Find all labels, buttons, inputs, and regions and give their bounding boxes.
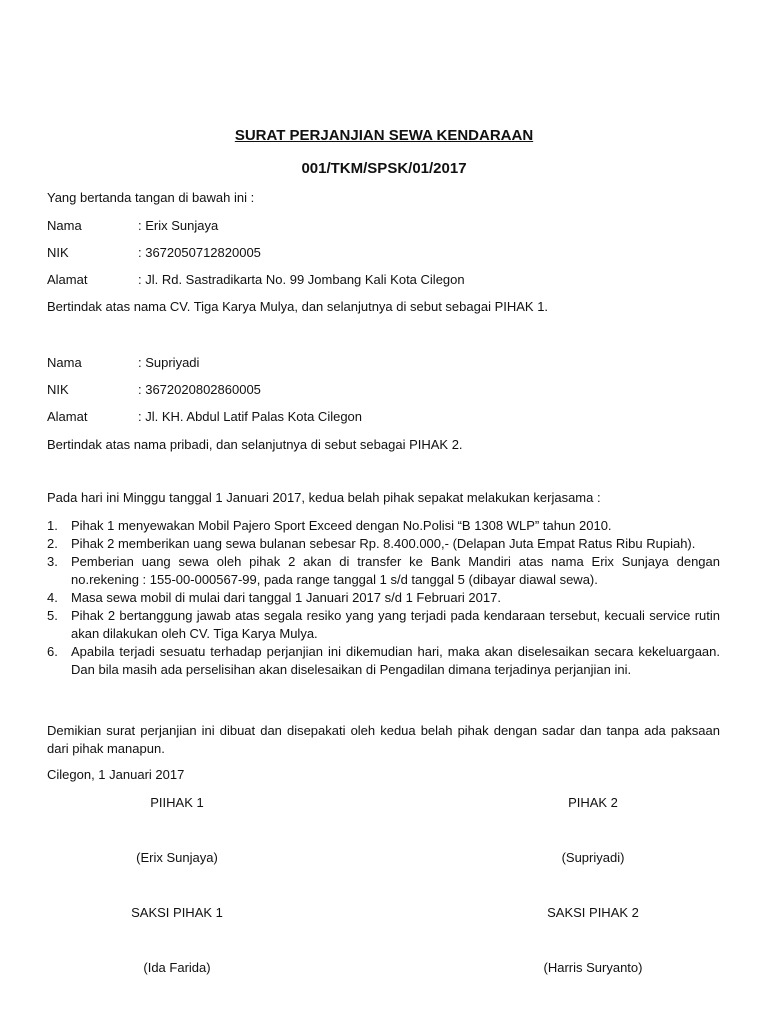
agreement-intro: Pada hari ini Minggu tanggal 1 Januari 2017, kedua belah pihak sepakat melakukan kerjasama : (47, 490, 601, 505)
term-number: 4. (47, 590, 58, 605)
party1-name-value: : Erix Sunjaya (138, 218, 219, 233)
intro-text: Yang bertanda tangan di bawah ini : (47, 190, 255, 205)
closing-paragraph: Demikian surat perjanjian ini dibuat dan disepakati oleh kedua belah pihak dengan sadar dan tanpa ada paksaan dari pihak manapun. (47, 723, 720, 756)
list-item (47, 607, 720, 643)
party2-signature-label: PIHAK 2 (568, 795, 618, 810)
party2-address-value: : Jl. KH. Abdul Latif Palas Kota Cilegon (138, 409, 363, 424)
party2-signature-name: (Supriyadi) (561, 850, 625, 865)
terms-list (47, 517, 720, 679)
document-title: SURAT PERJANJIAN SEWA KENDARAAN (234, 127, 534, 144)
term-text: Pihak 2 memberikan uang sewa bulanan sebesar Rp. 8.400.000,- (Delapan Juta Empat Ratus Ribu Rupiah). (71, 536, 696, 551)
party2-nik-label: NIK (47, 382, 69, 397)
term-number: 2. (47, 536, 58, 551)
term-number: 6. (47, 644, 58, 659)
party1-address-value: : Jl. Rd. Sastradikarta No. 99 Jombang Kali Kota Cilegon (138, 272, 465, 287)
term-text: Pihak 1 menyewakan Mobil Pajero Sport Exceed dengan No.Polisi “B 1308 WLP” tahun 2010. (71, 518, 612, 533)
term-text: Apabila terjadi sesuatu terhadap perjanjian ini dikemudian hari, maka akan diselesaikan secara kekeluargaan. Dan bila masih ada perselisihan akan diselesaikan di Pengadilan dimana terjadinya perjanjian ini. (71, 644, 720, 677)
list-item (47, 643, 720, 679)
term-number: 1. (47, 518, 58, 533)
party1-signature-label: PIIHAK 1 (150, 795, 204, 810)
term-number: 3. (47, 554, 58, 569)
party1-statement: Bertindak atas nama CV. Tiga Karya Mulya, dan selanjutnya di sebut sebagai PIHAK 1. (47, 299, 549, 314)
term-text: Pemberian uang sewa oleh pihak 2 akan di transfer ke Bank Mandiri atas nama Erix Sunjaya dengan no.rekening : 155-00-000567-99, pada range tanggal 1 s/d tanggal 5 (dibayar diawal sewa). (71, 554, 720, 587)
document-number: 001/TKM/SPSK/01/2017 (301, 160, 467, 177)
party2-statement: Bertindak atas nama pribadi, dan selanjutnya di sebut sebagai PIHAK 2. (47, 437, 463, 452)
list-item (47, 517, 720, 535)
party1-nik-value: : 3672050712820005 (138, 245, 261, 260)
party1-signature-name: (Erix Sunjaya) (136, 850, 218, 865)
list-item (47, 589, 720, 607)
term-number: 5. (47, 608, 58, 623)
witness1-label: SAKSI PIHAK 1 (131, 905, 223, 920)
party2-address-label: Alamat (47, 409, 88, 424)
party1-address-label: Alamat (47, 272, 88, 287)
party2-nik-value: : 3672020802860005 (138, 382, 261, 397)
list-item (47, 553, 720, 589)
list-item (47, 535, 720, 553)
party2-name-label: Nama (47, 355, 82, 370)
witness2-label: SAKSI PIHAK 2 (547, 905, 639, 920)
term-text: Masa sewa mobil di mulai dari tanggal 1 Januari 2017 s/d 1 Februari 2017. (71, 590, 501, 605)
witness1-name: (Ida Farida) (143, 960, 211, 975)
place-date: Cilegon, 1 Januari 2017 (47, 767, 185, 782)
party1-nik-label: NIK (47, 245, 69, 260)
party1-name-label: Nama (47, 218, 82, 233)
term-text: Pihak 2 bertanggung jawab atas segala resiko yang yang terjadi pada kendaraan tersebut, kecuali service rutin akan dilakukan oleh CV. Tiga Karya Mulya. (71, 608, 720, 641)
witness2-name: (Harris Suryanto) (543, 960, 643, 975)
party2-name-value: : Supriyadi (138, 355, 200, 370)
